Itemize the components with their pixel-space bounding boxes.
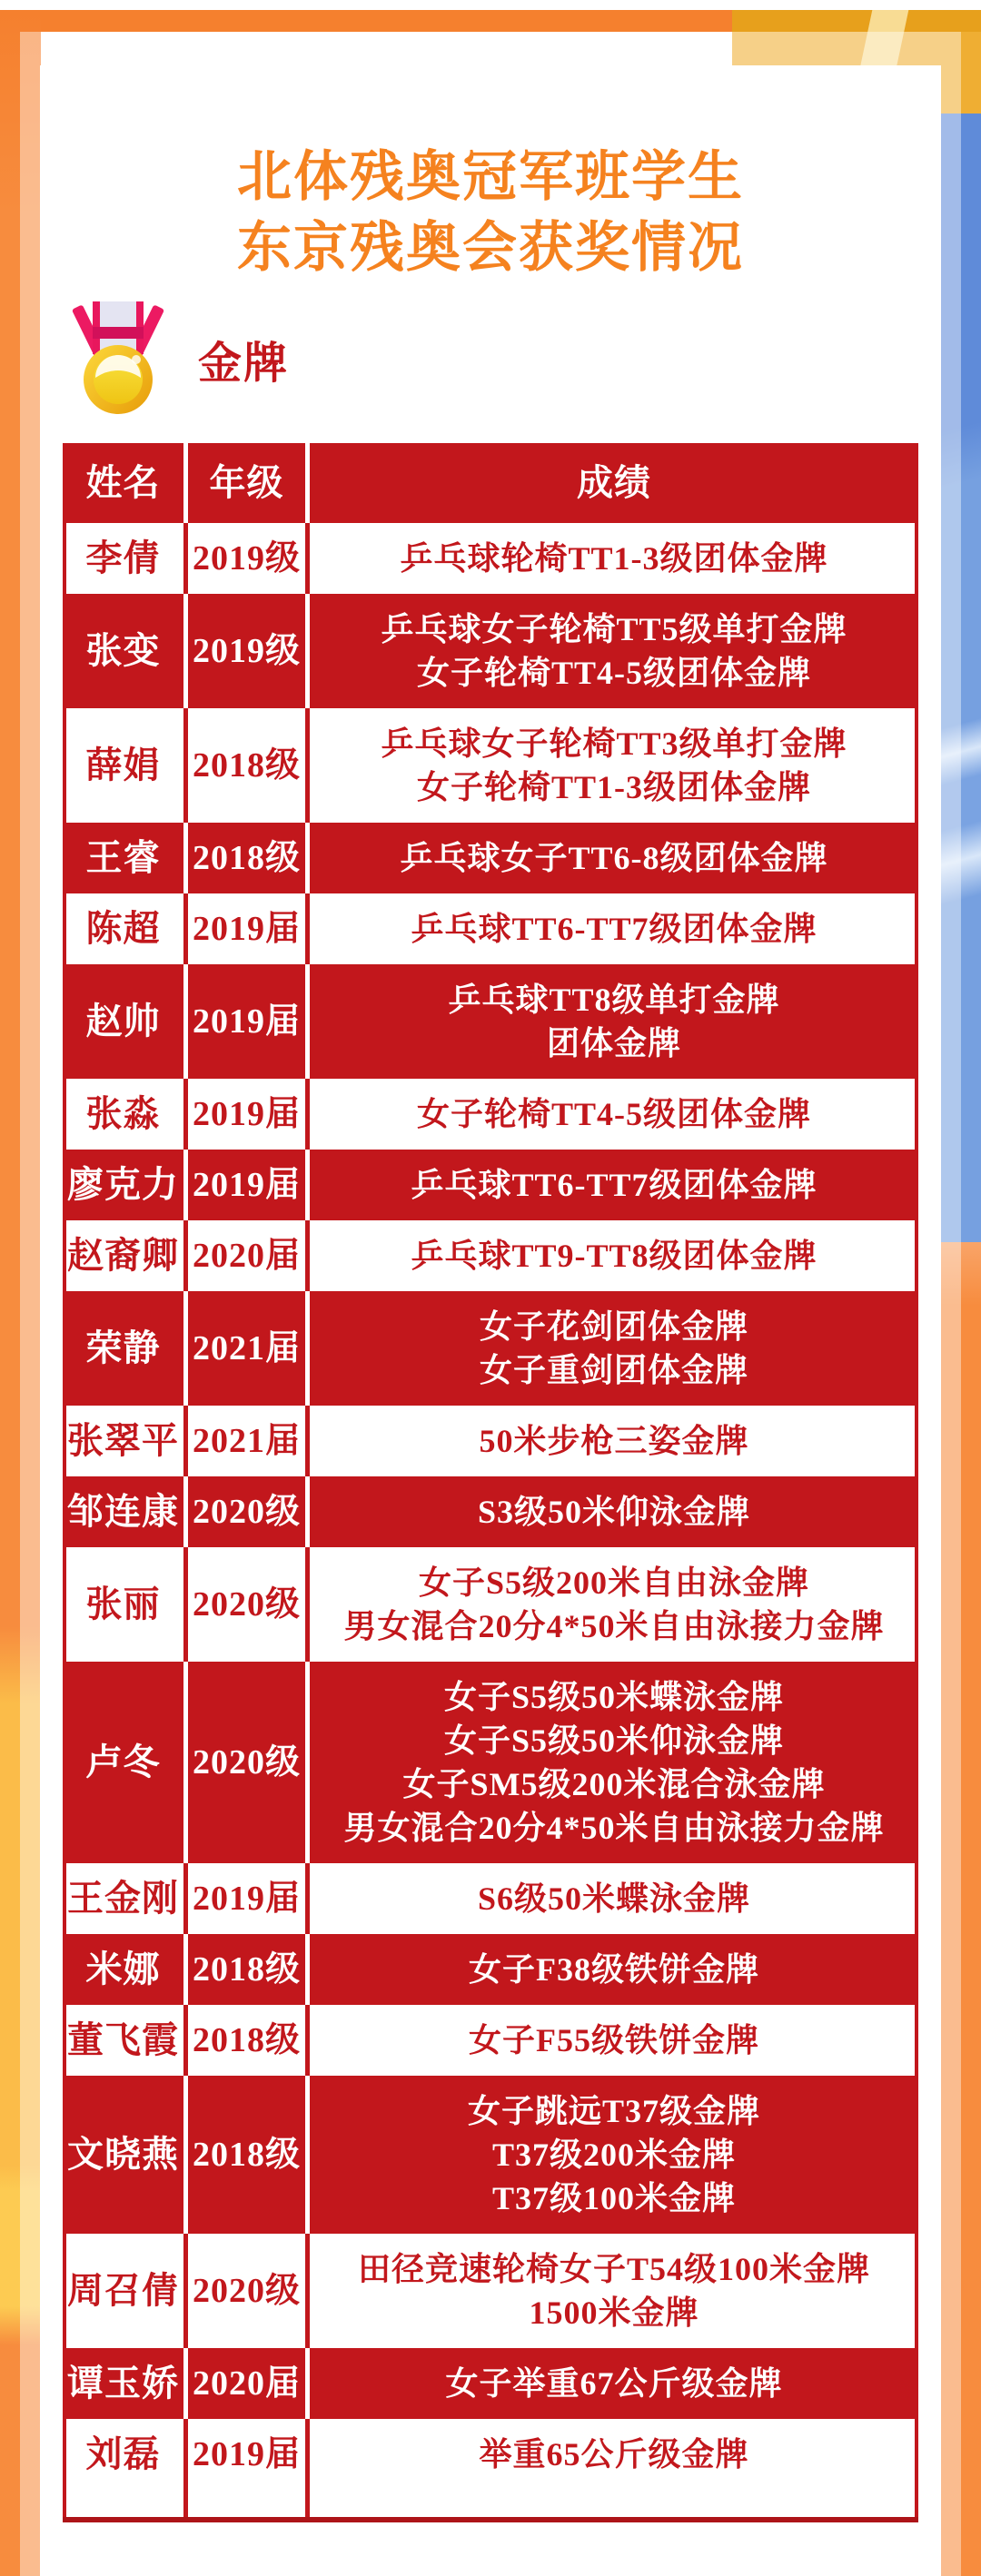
student-results [310,1150,918,1220]
student-results [310,523,918,594]
content-card-inner [40,65,941,2576]
student-results [310,2419,918,2490]
result-line: 乒乓球女子TT6-8级团体金牌 [400,840,828,876]
result-line: S6级50米蝶泳金牌 [477,1880,751,1917]
student-year: 2019届 [192,1095,301,1133]
table-row [63,1934,918,2005]
student-name: 荣静 [63,1291,183,1406]
result-line: 举重65公斤级金牌 [479,2436,749,2472]
header-result-label: 成绩 [310,443,918,523]
result-line: 女子SM5级200米混合泳金牌 [402,1766,826,1802]
result-line: 1500米金牌 [529,2295,699,2331]
gold-medal-section [71,301,941,416]
table-row [63,1220,918,1291]
student-results [310,1220,918,1291]
table-row [63,2419,918,2490]
result-line: 乒乓球TT8级单打金牌 [448,982,780,1018]
result-line: 田径竞速轮椅女子T54级100米金牌 [357,2251,870,2287]
student-year: 2020届 [188,2348,305,2419]
table-row [63,1476,918,1547]
student-name: 薛娟 [85,745,161,785]
student-name: 陈超 [85,908,161,949]
student-results [310,1079,918,1150]
student-results [310,708,918,823]
result-line: T37级100米金牌 [491,2180,736,2216]
table-row [63,1406,918,1476]
student-results [310,594,918,708]
student-name: 廖克力 [63,1150,183,1220]
result-line: 女子S5级50米仰泳金牌 [443,1722,785,1759]
student-name: 张翠平 [67,1420,179,1461]
student-results [310,2234,918,2348]
student-year: 2018级 [192,746,301,785]
table-row [63,2348,918,2419]
student-results [310,1547,918,1662]
result-line: 乒乓球女子轮椅TT5级单打金牌 [381,611,847,647]
result-line: 女子轮椅TT4-5级团体金牌 [416,655,811,691]
result-line: 男女混合20分4*50米自由泳接力金牌 [343,1608,885,1644]
student-year: 2018级 [188,2076,305,2234]
student-year: 2018级 [188,823,305,893]
student-year: 2020级 [188,1476,305,1547]
student-results [310,893,918,964]
student-year: 2020级 [192,2272,301,2310]
table-body [63,523,918,2490]
table-header-row [63,443,918,523]
table-row [63,1150,918,1220]
student-results [310,2005,918,2076]
result-line: 乒乓球女子轮椅TT3级单打金牌 [381,725,847,762]
student-results [310,2348,918,2419]
student-name: 张丽 [85,1584,161,1624]
result-line: 女子F55级铁饼金牌 [469,2022,759,2058]
student-name: 邹连康 [63,1476,183,1547]
student-year: 2019届 [188,964,305,1079]
table-row [63,964,918,1079]
student-name: 王金刚 [67,1878,179,1919]
table-row [63,1863,918,1934]
student-year: 2018级 [188,1934,305,2005]
student-results [310,1476,918,1547]
header-name-label: 姓名 [63,443,183,523]
table-bottom-border [63,2517,918,2522]
page-title-line1: 北体残奥冠军班学生 [237,145,744,209]
student-year: 2019届 [192,1880,301,1918]
student-year: 2020级 [188,1662,305,1863]
student-results [310,1934,918,2005]
student-name: 王睿 [63,823,183,893]
result-line: 女子花剑团体金牌 [479,1308,748,1345]
student-year: 2019级 [192,539,301,577]
page-title-line2: 东京残奥会获奖情况 [237,216,744,280]
result-line: S3级50米仰泳金牌 [477,1494,751,1530]
student-name: 谭玉娇 [63,2348,183,2419]
content-card [20,32,961,2576]
student-name: 文晓燕 [63,2076,183,2234]
result-line: 男女混合20分4*50米自由泳接力金牌 [343,1810,885,1846]
table-row [63,708,918,823]
table-bottom-space [63,2490,918,2517]
table-row [63,1079,918,1150]
result-line: 乒乓球TT9-TT8级团体金牌 [411,1238,818,1274]
table-row [63,1662,918,1863]
table-row [63,523,918,594]
gold-medal-icon [71,301,165,416]
student-results [310,823,918,893]
student-results [310,1291,918,1406]
bg-gold-top-band [732,10,981,32]
table-row [63,823,918,893]
result-line: 乒乓球TT6-TT7级团体金牌 [411,911,818,947]
result-line: 乒乓球TT6-TT7级团体金牌 [411,1167,818,1203]
student-name: 卢冬 [63,1662,183,1863]
table-row [63,1547,918,1662]
result-line: 50米步枪三姿金牌 [479,1423,749,1459]
result-line: 团体金牌 [546,1025,681,1061]
student-results [310,2076,918,2234]
student-results [310,1406,918,1476]
result-line: 女子重剑团体金牌 [479,1352,748,1388]
student-name: 刘磊 [85,2433,161,2474]
student-year: 2019级 [188,594,305,708]
student-results [310,1863,918,1934]
student-name: 赵裔卿 [67,1235,179,1276]
result-line: 女子F38级铁饼金牌 [469,1951,759,1988]
table-row [63,893,918,964]
gold-medal-label: 金牌 [198,337,290,389]
table-row [63,594,918,708]
student-year: 2020届 [192,1237,301,1275]
student-year: 2021届 [192,1422,301,1460]
student-year: 2019届 [188,1150,305,1220]
result-line: 女子轮椅TT4-5级团体金牌 [416,1096,811,1132]
table-row [63,2005,918,2076]
student-year: 2019届 [192,910,301,948]
student-name: 董飞霞 [67,2019,179,2060]
medal-table [63,443,918,2522]
result-line: 女子举重67公斤级金牌 [445,2365,783,2402]
result-line: T37级200米金牌 [491,2137,736,2173]
table-row [63,1291,918,1406]
student-name: 赵帅 [63,964,183,1079]
student-year: 2021届 [188,1291,305,1406]
student-name: 周召倩 [67,2270,179,2311]
student-results [310,1662,918,1863]
result-line: 女子S5级50米蝶泳金牌 [443,1679,785,1715]
result-line: 女子轮椅TT1-3级团体金牌 [416,769,811,805]
table-row [63,2234,918,2348]
result-line: 女子跳远T37级金牌 [467,2093,760,2129]
student-name: 李倩 [85,538,161,578]
student-year: 2019届 [192,2435,301,2473]
header-year-label: 年级 [188,443,305,523]
page-title [40,65,941,283]
result-line: 乒乓球轮椅TT1-3级团体金牌 [400,540,828,577]
student-results [310,964,918,1079]
student-year: 2018级 [192,2021,301,2059]
table-row [63,2076,918,2234]
student-name: 张变 [63,594,183,708]
student-name: 米娜 [63,1934,183,2005]
result-line: 女子S5级200米自由泳金牌 [418,1564,810,1601]
student-year: 2020级 [192,1585,301,1624]
student-name: 张淼 [85,1093,161,1134]
